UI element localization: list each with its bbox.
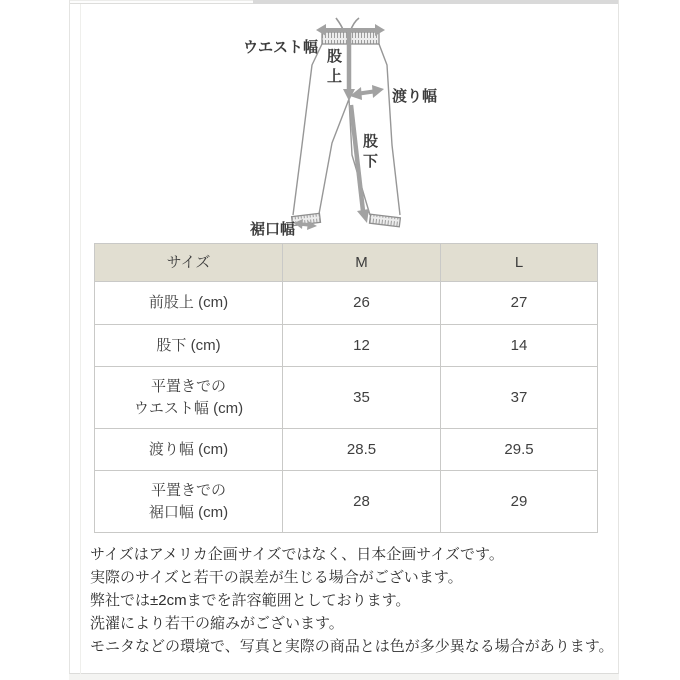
thigh-width-arrow [350,85,384,100]
pants-measurement-diagram [240,15,470,243]
value-l: 27 [441,282,598,325]
value-l: 29 [441,471,598,533]
content-panel [69,0,619,674]
note-line: サイズはアメリカ企画サイズではなく、日本企画サイズです。 [90,546,504,563]
row-label: 股下 (cm) [95,325,283,367]
col-header-size: サイズ [95,244,283,282]
previous-section-cutoff [70,0,618,4]
value-m: 12 [283,325,441,367]
note-line: 実際のサイズと若干の誤差が生じる場合がございます。 [90,569,463,586]
inner-rule [80,0,81,674]
row-label: 平置きでの ウエスト幅 (cm) [95,367,283,429]
note-line: 弊社では±2cmまでを許容範囲としております。 [90,592,411,609]
rise-label: 股上 [326,48,342,85]
value-m: 28.5 [283,429,441,471]
disclaimer-notes [90,543,614,658]
value-l: 37 [441,367,598,429]
table-row [95,471,598,533]
right-hem-band [370,214,401,227]
col-header-l: L [441,244,598,282]
row-label: 渡り幅 (cm) [95,429,283,471]
col-header-m: M [283,244,441,282]
inseam-label: 股下 [362,133,378,170]
table-row [95,429,598,471]
page-background-strip [69,674,619,680]
waist-width-label: ウエスト幅 [242,39,318,56]
value-m: 35 [283,367,441,429]
size-table [94,243,598,533]
thigh-width-label: 渡り幅 [392,88,438,105]
table-header-row [95,244,598,282]
row-label: 平置きでの 裾口幅 (cm) [95,471,283,533]
value-l: 29.5 [441,429,598,471]
note-line: モニタなどの環境で、写真と実際の商品とは色が多少異なる場合があります。 [90,638,614,655]
note-line: 洗濯により若干の縮みがございます。 [90,615,344,632]
table-row [95,367,598,429]
value-l: 14 [441,325,598,367]
table-row [95,282,598,325]
table-row [95,325,598,367]
value-m: 26 [283,282,441,325]
row-label: 前股上 (cm) [95,282,283,325]
hem-width-label: 裾口幅 [250,221,296,238]
value-m: 28 [283,471,441,533]
